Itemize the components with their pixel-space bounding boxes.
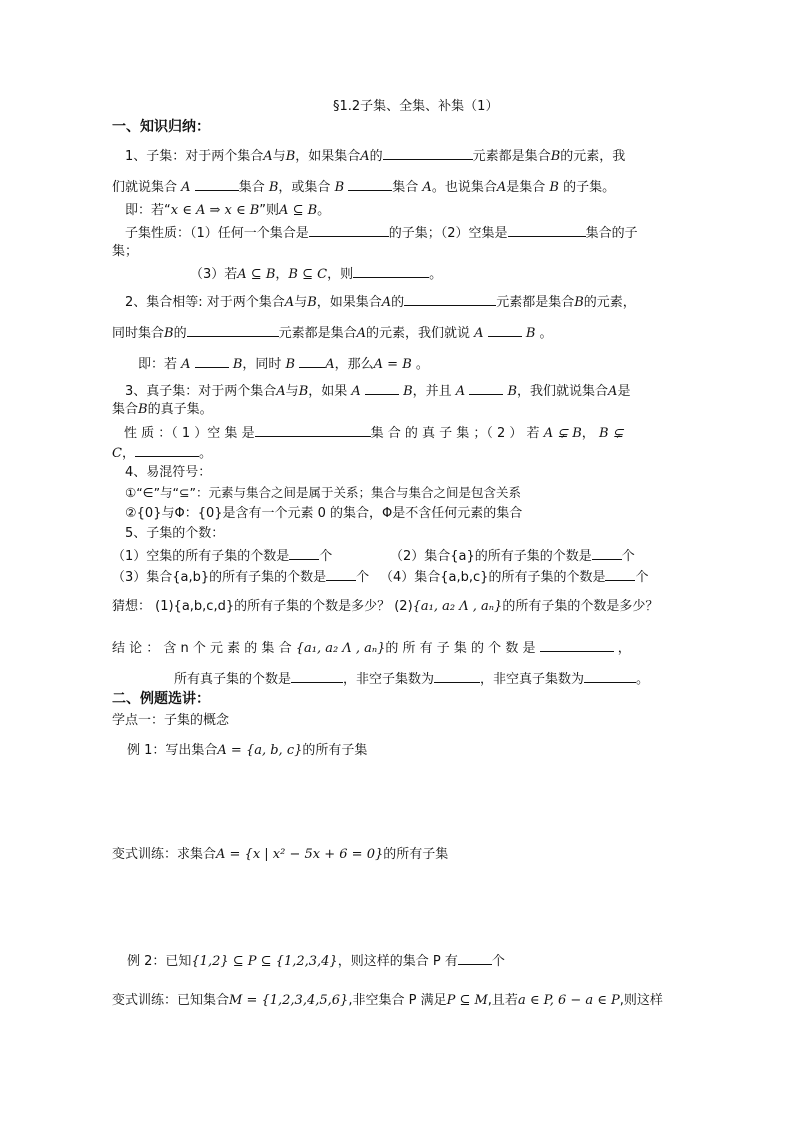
- subset-property-line3: （3）若A ⊆ B，B ⊆ C，则 。: [190, 264, 442, 284]
- confusing-symbols-line2: ②{0}与Φ：{0}是含有一个元素 0 的集合，Φ是不含任何元素的集合: [125, 506, 523, 521]
- blank[interactable]: [404, 292, 496, 306]
- blank[interactable]: [187, 323, 279, 337]
- count-question-3: （3）集合{a,b}的所有子集的个数是 个: [112, 567, 369, 587]
- equal-definition-line1: 2、集合相等: 对于两个集合A与B，如果集合A的 元素都是集合B的元素，: [125, 292, 636, 312]
- proper-definition-line2: 集合B的真子集。: [112, 402, 213, 417]
- blank[interactable]: [365, 381, 399, 395]
- blank[interactable]: [289, 546, 319, 560]
- subset-count-title: 5、子集的个数：: [125, 526, 225, 541]
- blank[interactable]: [299, 354, 325, 368]
- blank[interactable]: [309, 223, 389, 237]
- page-title: §1.2子集、全集、补集（1）: [333, 99, 499, 114]
- blank[interactable]: [434, 669, 480, 683]
- subset-definition-line1: 1、子集：对于两个集合A与B，如果集合A的 元素都是集合B的元素，我: [125, 146, 625, 166]
- guess-line: 猜想： (1){a,b,c,d}的所有子集的个数是多少？ (2){a₁, a₂ Λ , aₙ}的所有子集的个数是多少？: [112, 599, 659, 614]
- blank[interactable]: [291, 669, 343, 683]
- conclusion-line2: 所有真子集的个数是 ，非空子集数为 ，非空真子集数为 。: [174, 669, 649, 689]
- confusing-symbols-title: 4、易混符号：: [125, 465, 212, 480]
- blank[interactable]: [605, 567, 635, 581]
- equal-symbol-line: 即：若 A B，同时 B A，那么A = B 。: [138, 354, 429, 374]
- subset-property-line1: 子集性质：（1）任何一个集合是 的子集；（2）空集是 集合的子: [125, 223, 638, 243]
- blank[interactable]: [383, 146, 473, 160]
- count-question-1: （1）空集的所有子集的个数是 个: [112, 546, 332, 566]
- blank[interactable]: [255, 423, 371, 437]
- blank[interactable]: [135, 443, 199, 457]
- subset-definition-line2: 们就说集合 A 集合 B，或集合 B 集合 A。也说集合A是集合 B 的子集。: [112, 177, 615, 197]
- conclusion-line1: 结 论 ： 含 n 个 元 素 的 集 合 {a₁, a₂ Λ , aₙ}的 所 有 子 集 的 个 数 是 ，: [112, 638, 631, 658]
- subset-symbol-line: 即：若“x ∈ A ⇒ x ∈ B”则A ⊆ B。: [125, 203, 331, 218]
- proper-property-line1: 性 质 ：（ 1 ）空 集 是 集 合 的 真 子 集 ；（ 2 ） 若 A ⊊ B， B ⊊: [124, 423, 624, 443]
- section-heading-knowledge: 一、知识归纳：: [112, 119, 210, 135]
- blank[interactable]: [469, 381, 503, 395]
- blank[interactable]: [584, 669, 636, 683]
- equal-definition-line2: 同时集合B的 元素都是集合A的元素，我们就说 A B 。: [112, 323, 553, 343]
- blank[interactable]: [195, 354, 229, 368]
- blank[interactable]: [195, 177, 239, 191]
- blank[interactable]: [540, 638, 614, 652]
- example-2: 例 2：已知{1,2} ⊆ P ⊆ {1,2,3,4}，则这样的集合 P 有 个: [127, 951, 505, 971]
- blank[interactable]: [458, 951, 492, 965]
- blank[interactable]: [353, 264, 429, 278]
- variation-2: 变式训练：已知集合M = {1,2,3,4,5,6},非空集合 P 满足P ⊆ M,且若a ∈ P, 6 − a ∈ P,则这样: [112, 993, 663, 1008]
- blank[interactable]: [488, 323, 522, 337]
- blank[interactable]: [326, 567, 356, 581]
- example-1: 例 1：写出集合A = {a, b, c}的所有子集: [127, 743, 368, 758]
- blank[interactable]: [592, 546, 622, 560]
- confusing-symbols-line1: ①“∈”与“⊆”：元素与集合之间是属于关系；集合与集合之间是包含关系: [125, 485, 521, 500]
- count-question-2: （2）集合{a}的所有子集的个数是 个: [390, 546, 635, 566]
- study-point-1: 学点一：子集的概念: [112, 713, 230, 728]
- proper-property-line2: C， 。: [112, 443, 212, 463]
- subset-property-line2: 集；: [112, 244, 139, 259]
- count-question-4: （4）集合{a,b,c}的所有子集的个数是 个: [380, 567, 648, 587]
- variation-1: 变式训练：求集合A = {x | x² − 5x + 6 = 0}的所有子集: [112, 847, 449, 862]
- blank[interactable]: [508, 223, 586, 237]
- proper-definition-line1: 3、真子集：对于两个集合A与B，如果 A B，并且 A B，我们就说集合A是: [125, 381, 630, 401]
- blank[interactable]: [348, 177, 392, 191]
- section-heading-examples: 二、例题选讲：: [112, 691, 210, 707]
